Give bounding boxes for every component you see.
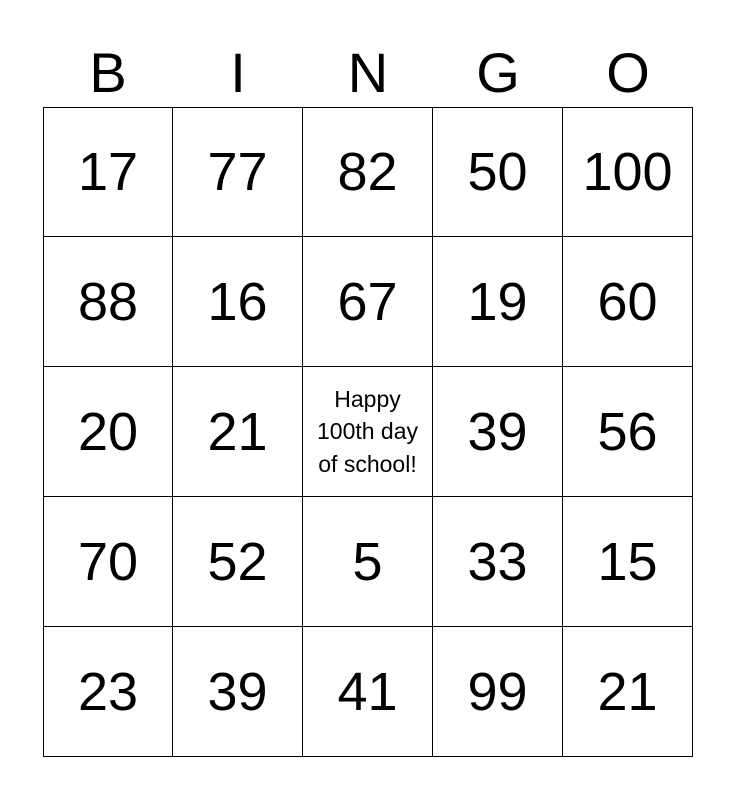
bingo-cell[interactable]: 50 [433, 107, 563, 237]
header-letter-i: I [230, 41, 246, 104]
bingo-cell[interactable]: 39 [433, 367, 563, 497]
bingo-header [43, 40, 693, 106]
bingo-cell[interactable]: 60 [563, 237, 693, 367]
free-space-cell[interactable] [303, 367, 433, 497]
bingo-cell[interactable]: 17 [43, 107, 173, 237]
bingo-cell[interactable]: 100 [563, 107, 693, 237]
header-letter-b: B [89, 41, 127, 104]
bingo-cell[interactable]: 88 [43, 237, 173, 367]
bingo-cell[interactable]: 21 [173, 367, 303, 497]
bingo-cell[interactable]: 16 [173, 237, 303, 367]
bingo-cell[interactable]: 19 [433, 237, 563, 367]
bingo-cell[interactable]: 41 [303, 627, 433, 757]
bingo-board [43, 107, 693, 757]
bingo-cell[interactable]: 33 [433, 497, 563, 627]
bingo-cell[interactable]: 39 [173, 627, 303, 757]
bingo-cell[interactable]: 15 [563, 497, 693, 627]
bingo-cell[interactable]: 67 [303, 237, 433, 367]
bingo-cell[interactable]: 5 [303, 497, 433, 627]
bingo-cell[interactable]: 20 [43, 367, 173, 497]
bingo-cell[interactable]: 52 [173, 497, 303, 627]
bingo-cell[interactable]: 23 [43, 627, 173, 757]
header-letter-n: N [347, 41, 389, 104]
header-letter-o: O [606, 41, 650, 104]
header-letter-g: G [476, 41, 520, 104]
bingo-cell[interactable]: 56 [563, 367, 693, 497]
bingo-cell[interactable]: 77 [173, 107, 303, 237]
bingo-cell[interactable]: 99 [433, 627, 563, 757]
bingo-cell[interactable]: 70 [43, 497, 173, 627]
bingo-cell[interactable]: 82 [303, 107, 433, 237]
free-space-text: Happy 100th day of school! [316, 385, 419, 477]
bingo-cell[interactable]: 21 [563, 627, 693, 757]
